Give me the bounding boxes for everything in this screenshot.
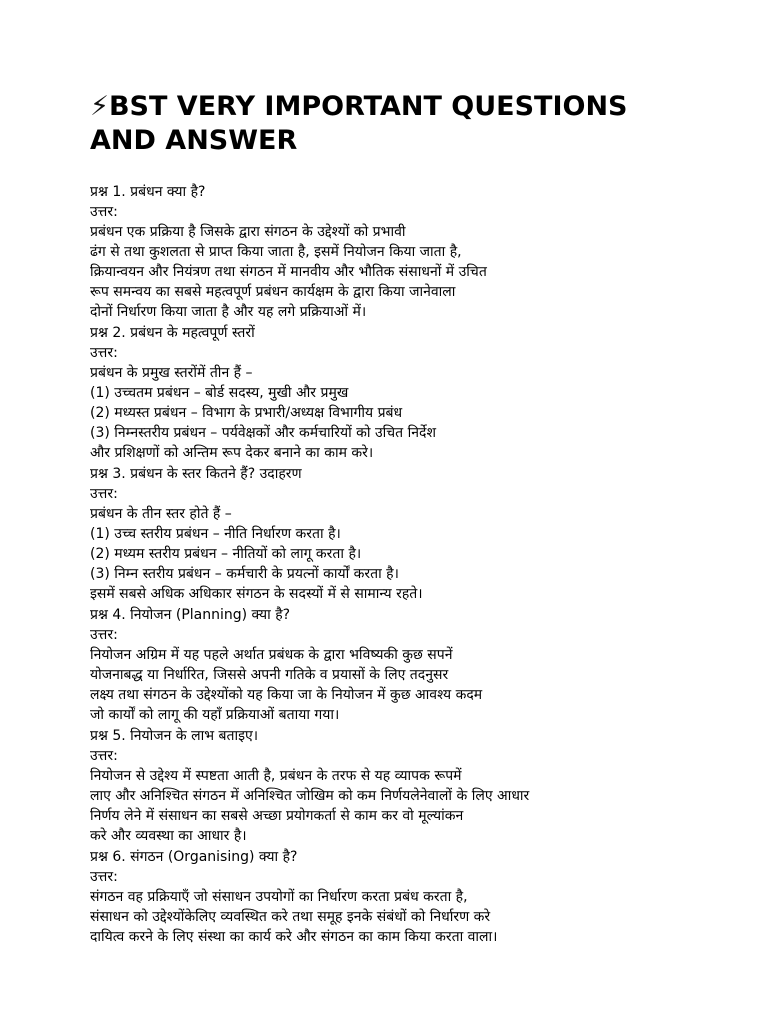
qa-item [90,464,688,604]
answer-line: दायित्व करने के लिए संस्था का कार्य करे और संगठन का काम किया करता वाला। [90,929,498,945]
answer-line: ढंग से तथा कुशलता से प्राप्त किया जाता है, इसमें नियोजन किया जाता है, [90,244,462,260]
answer-line: रूप समन्वय का सबसे महत्वपूर्ण प्रबंधन कार्यक्षम के द्वारा किया जानेवाला [90,284,456,300]
answer-line: निर्णय लेने में संसाधन का सबसे अच्छा प्रयोगकर्ता से काम कर वो मूल्यांकन [90,808,464,824]
answer-line: संगठन वह प्रक्रियाएँ जो संसाधन उपयोगों का निर्धारण करता प्रबंध करता है, [90,889,468,905]
answer-line: (1) उच्च स्तरीय प्रबंधन – नीति निर्धारण करता है। [90,526,341,542]
question-text: प्रश्न 2. प्रबंधन के महत्वपूर्ण स्तरों [90,325,255,341]
answer-label: उत्तर: [90,627,118,643]
question-text: प्रश्न 4. नियोजन (Planning) क्या है? [90,607,291,623]
answer-line: प्रबंधन के प्रमुख स्तरोंमें तीन हैं – [90,365,253,381]
answer-line: और प्रशिक्षणों को अन्तिम रूप देकर बनाने का काम करे। [90,445,374,461]
answer-line: (1) उच्चतम प्रबंधन – बोर्ड सदस्य, मुखी और प्रमुख [90,385,349,401]
page-title-text: BST VERY IMPORTANT QUESTIONS AND ANSWER [90,91,628,156]
answer-label: उत्तर: [90,486,118,502]
answer-line: नियोजन से उद्देश्य में स्पष्टता आती है, प्रबंधन के तरफ से यह व्यापक रूपमें [90,768,462,784]
answer-line: करे और व्यवस्था का आधार है। [90,828,247,844]
question-answer-list [90,182,688,947]
qa-item [90,726,688,846]
answer-line: प्रबंधन एक प्रक्रिया है जिसके द्वारा संगठन के उद्देश्यों को प्रभावी [90,224,406,240]
page-title [90,90,688,158]
answer-line: जो कार्यों को लागू की यहाँ प्रक्रियाओं बताया गया। [90,707,340,723]
answer-line: लाए और अनिश्चित संगठन में अनिश्चित जोखिम को कम निर्णयलेनेवालों के लिए आधार [90,788,530,804]
question-text: प्रश्न 6. संगठन (Organising) क्या है? [90,849,298,865]
answer-line: योजनाबद्ध या निर्धारित, जिससे अपनी गतिके व प्रयासों के लिए तदनुसर [90,667,449,683]
answer-line: प्रबंधन के तीन स्तर होते हैं – [90,506,232,522]
answer-line: (3) निम्न स्तरीय प्रबंधन – कर्मचारी के प्रयत्नों कार्यों करता है। [90,566,399,582]
answer-line: इसमें सबसे अधिक अधिकार संगठन के सदस्यों में से सामान्य रहते। [90,586,423,602]
qa-item [90,847,688,947]
answer-label: उत्तर: [90,204,118,220]
answer-line: क्रियान्वयन और नियंत्रण तथा संगठन में मानवीय और भौतिक संसाधनों में उचित [90,264,487,280]
qa-item [90,182,688,322]
qa-item [90,605,688,725]
answer-line: (2) मध्यम स्तरीय प्रबंधन – नीतियों को लागू करता है। [90,546,362,562]
answer-label: उत्तर: [90,748,118,764]
answer-line: (3) निम्नस्तरीय प्रबंधन – पर्यवेक्षकों और कर्मचारियों को उचित निर्देश [90,425,436,441]
answer-line: नियोजन अग्रिम में यह पहले अर्थात प्रबंधक के द्वारा भविष्यकी कुछ सपनें [90,647,453,663]
answer-label: उत्तर: [90,345,118,361]
answer-line: (2) मध्यस्त प्रबंधन – विभाग के प्रभारी/अध्यक्ष विभागीय प्रबंध [90,405,403,421]
answer-line: संसाधन को उद्देश्योंकेलिए व्यवस्थित करे तथा समूह इनके संबंधों को निर्धारण करे [90,909,491,925]
answer-line: लक्ष्य तथा संगठन के उद्देश्योंको यह किया जा के नियोजन में कुछ आवश्य कदम [90,687,483,703]
lightning-bolt-icon: ⚡ [90,91,109,122]
answer-line: दोनों निर्धारण किया जाता है और यह लगे प्रक्रियाओं में। [90,304,367,320]
question-text: प्रश्न 1. प्रबंधन क्या है? [90,184,206,200]
qa-item [90,323,688,463]
answer-label: उत्तर: [90,869,118,885]
question-text: प्रश्न 3. प्रबंधन के स्तर कितने हैं? उदाहरण [90,466,302,482]
question-text: प्रश्न 5. नियोजन के लाभ बताइए। [90,728,259,744]
